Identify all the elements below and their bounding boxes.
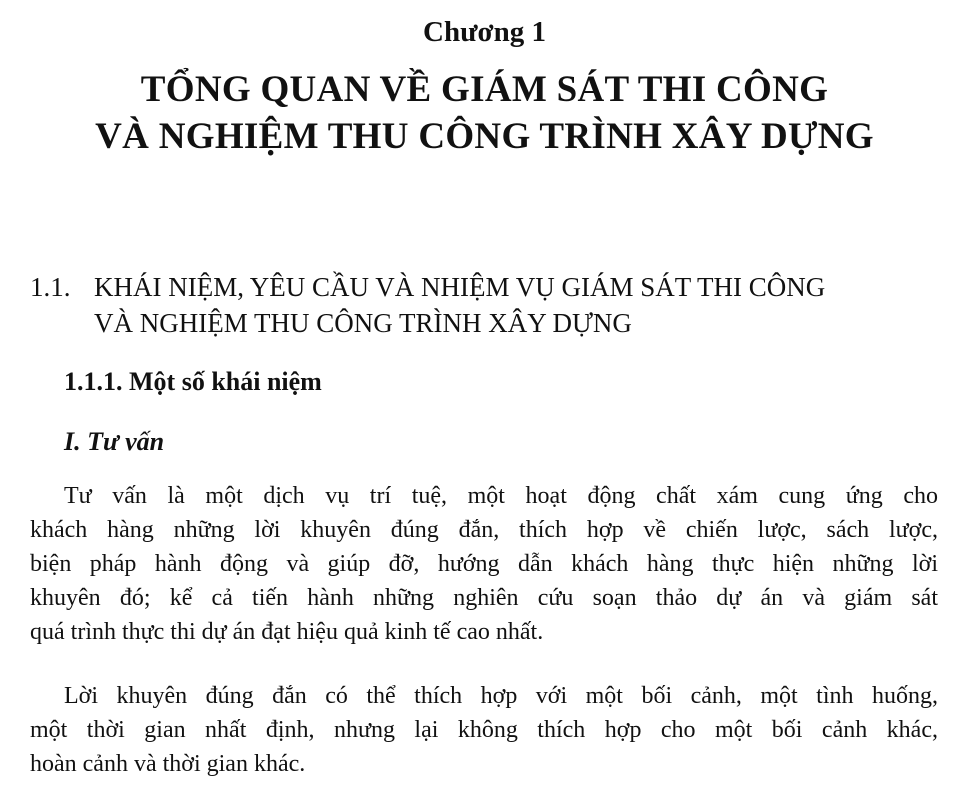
item-heading: I. Tư vấn xyxy=(64,427,165,456)
paragraph-2 xyxy=(30,679,938,781)
chapter-title-line-1: TỔNG QUAN VỀ GIÁM SÁT THI CÔNG xyxy=(140,69,829,110)
paragraph-1-line-1: Tư vấn là một dịch vụ trí tuệ, một hoạt động chất xám cung ứng cho xyxy=(64,483,938,509)
paragraph-2-line-2: một thời gian nhất định, nhưng lại không thích hợp cho một bối cảnh khác, xyxy=(30,717,938,743)
section-number: 1.1. xyxy=(30,272,71,302)
paragraph-2-line-1: Lời khuyên đúng đắn có thể thích hợp với một bối cảnh, một tình huống, xyxy=(64,683,938,709)
section-heading-line-1 xyxy=(30,269,950,305)
section-title-line-2: VÀ NGHIỆM THU CÔNG TRÌNH XÂY DỰNG xyxy=(94,308,632,338)
chapter-label: Chương 1 xyxy=(423,16,546,48)
section-title-line-1: KHÁI NIỆM, YÊU CẦU VÀ NHIỆM VỤ GIÁM SÁT THI CÔNG xyxy=(94,272,826,302)
paragraph-1-line-2: khách hàng những lời khuyên đúng đắn, thích hợp về chiến lược, sách lược, xyxy=(30,517,938,543)
paragraph-1-line-3: biện pháp hành động và giúp đỡ, hướng dẫn khách hàng thực hiện những lời xyxy=(30,551,938,577)
paragraph-2-line-3: hoàn cảnh và thời gian khác. xyxy=(30,751,306,777)
chapter-title-line-2: VÀ NGHIỆM THU CÔNG TRÌNH XÂY DỰNG xyxy=(95,116,874,157)
chapter-title xyxy=(0,66,969,160)
paragraph-1-line-5: quá trình thực thi dự án đạt hiệu quả kinh tế cao nhất. xyxy=(30,619,544,645)
paragraph-1 xyxy=(30,479,938,649)
subsection-heading: 1.1.1. Một số khái niệm xyxy=(64,367,322,396)
section-heading xyxy=(30,269,950,341)
paragraph-1-line-4: khuyên đó; kể cả tiến hành những nghiên cứu soạn thảo dự án và giám sát xyxy=(30,585,938,611)
